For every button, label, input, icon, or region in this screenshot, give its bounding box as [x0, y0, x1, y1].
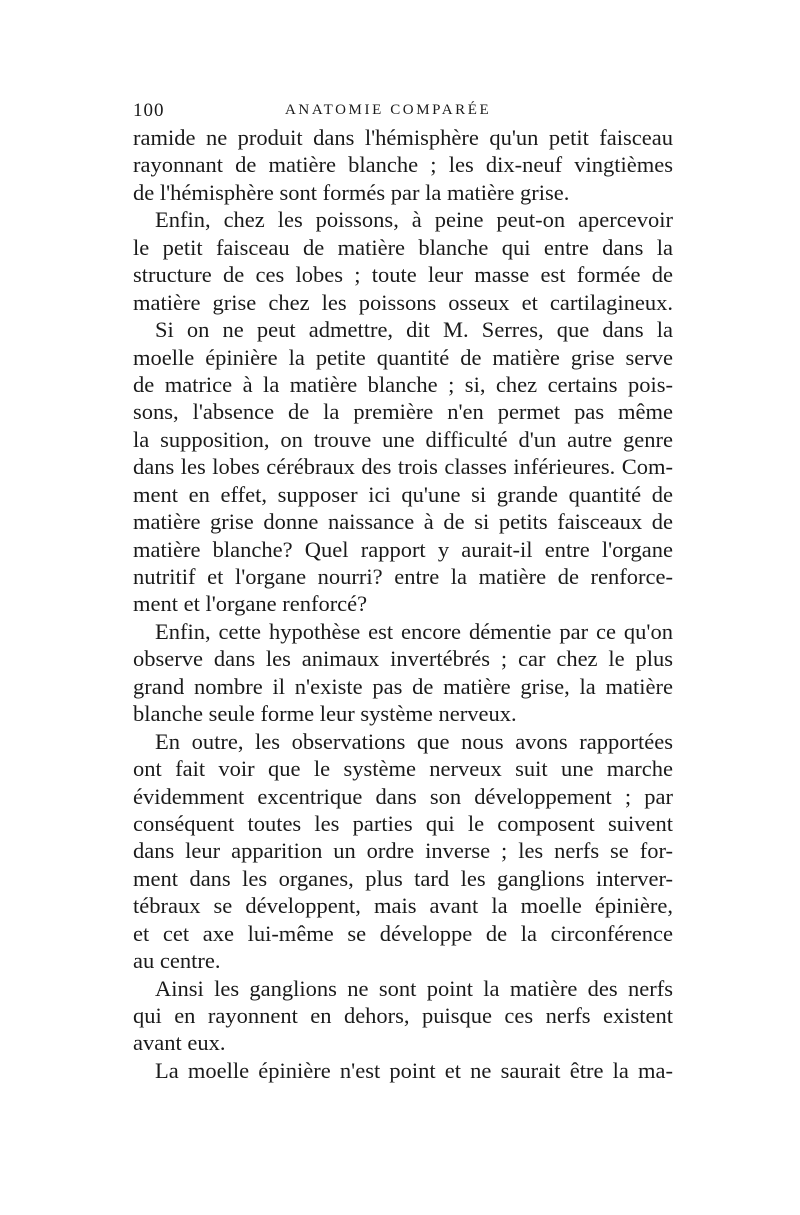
text-line: observe dans les animaux invertébrés ; car chez le plus: [133, 646, 673, 672]
text-line: la supposition, on trouve une difficulté d'un autre genre: [133, 426, 673, 452]
text-line: blanche seule forme leur système nerveux.: [133, 701, 517, 727]
running-title: ANATOMIE COMPARÉE: [285, 102, 492, 118]
text-line: En outre, les observations que nous avons rapportées: [155, 728, 673, 754]
page-number: 100: [133, 100, 165, 121]
text-line: et cet axe lui-même se développe de la circonférence: [133, 920, 673, 946]
text-line: Enfin, chez les poissons, à peine peut-on apercevoir: [155, 207, 673, 233]
text-line: Si on ne peut admettre, dit M. Serres, que dans la: [155, 317, 673, 343]
text-line: conséquent toutes les parties qui le composent suivent: [133, 810, 673, 836]
text-line: de l'hémisphère sont formés par la matière grise.: [133, 179, 570, 205]
body-text: [133, 124, 673, 1084]
text-line: évidemment excentrique dans son développement ; par: [133, 783, 673, 809]
text-line: Ainsi les ganglions ne sont point la matière des nerfs: [155, 975, 673, 1001]
text-line: qui en rayonnent en dehors, puisque ces nerfs existent: [133, 1003, 673, 1028]
text-line: rayonnant de matière blanche ; les dix-neuf vingtièmes: [133, 152, 673, 178]
text-line: grand nombre il n'existe pas de matière grise, la matière: [133, 673, 673, 699]
text-line: tébraux se développent, mais avant la moelle épinière,: [133, 893, 673, 919]
text-line: matière grise chez les poissons osseux et cartilagineux.: [133, 289, 673, 315]
text-line: avant eux.: [133, 1030, 226, 1056]
text-line: ont fait voir que le système nerveux suit une marche: [133, 756, 673, 782]
text-line: dans les lobes cérébraux des trois classes inférieures. Com-: [133, 454, 673, 480]
text-line: le petit faisceau de matière blanche qui entre dans la: [133, 234, 673, 260]
text-line: ment en effet, supposer ici qu'une si grande quantité de: [133, 481, 673, 507]
text-line: ment et l'organe renforcé?: [133, 591, 368, 617]
text-line: de matrice à la matière blanche ; si, chez certains pois-: [133, 371, 673, 397]
text-line: La moelle épinière n'est point et ne saurait être la ma-: [155, 1057, 673, 1083]
text-line: ramide ne produit dans l'hémisphère qu'un petit faisceau: [133, 125, 673, 150]
text-line: dans leur apparition un ordre inverse ; les nerfs se for-: [133, 838, 673, 864]
text-line: moelle épinière la petite quantité de matière grise serve: [133, 344, 673, 370]
text-line: Enfin, cette hypothèse est encore démentie par ce qu'on: [155, 618, 673, 644]
text-line: au centre.: [133, 948, 221, 974]
text-line: sons, l'absence de la première n'en permet pas même: [133, 399, 673, 425]
text-line: structure de ces lobes ; toute leur masse est formée de: [133, 262, 673, 288]
text-line: ment dans les organes, plus tard les ganglions interver-: [133, 865, 673, 891]
page-header: [133, 100, 678, 122]
text-line: nutritif et l'organe nourri? entre la matière de renforce-: [133, 564, 673, 589]
text-line: matière blanche? Quel rapport y aurait-il entre l'organe: [133, 536, 673, 562]
text-line: matière grise donne naissance à de si petits faisceaux de: [133, 509, 673, 535]
